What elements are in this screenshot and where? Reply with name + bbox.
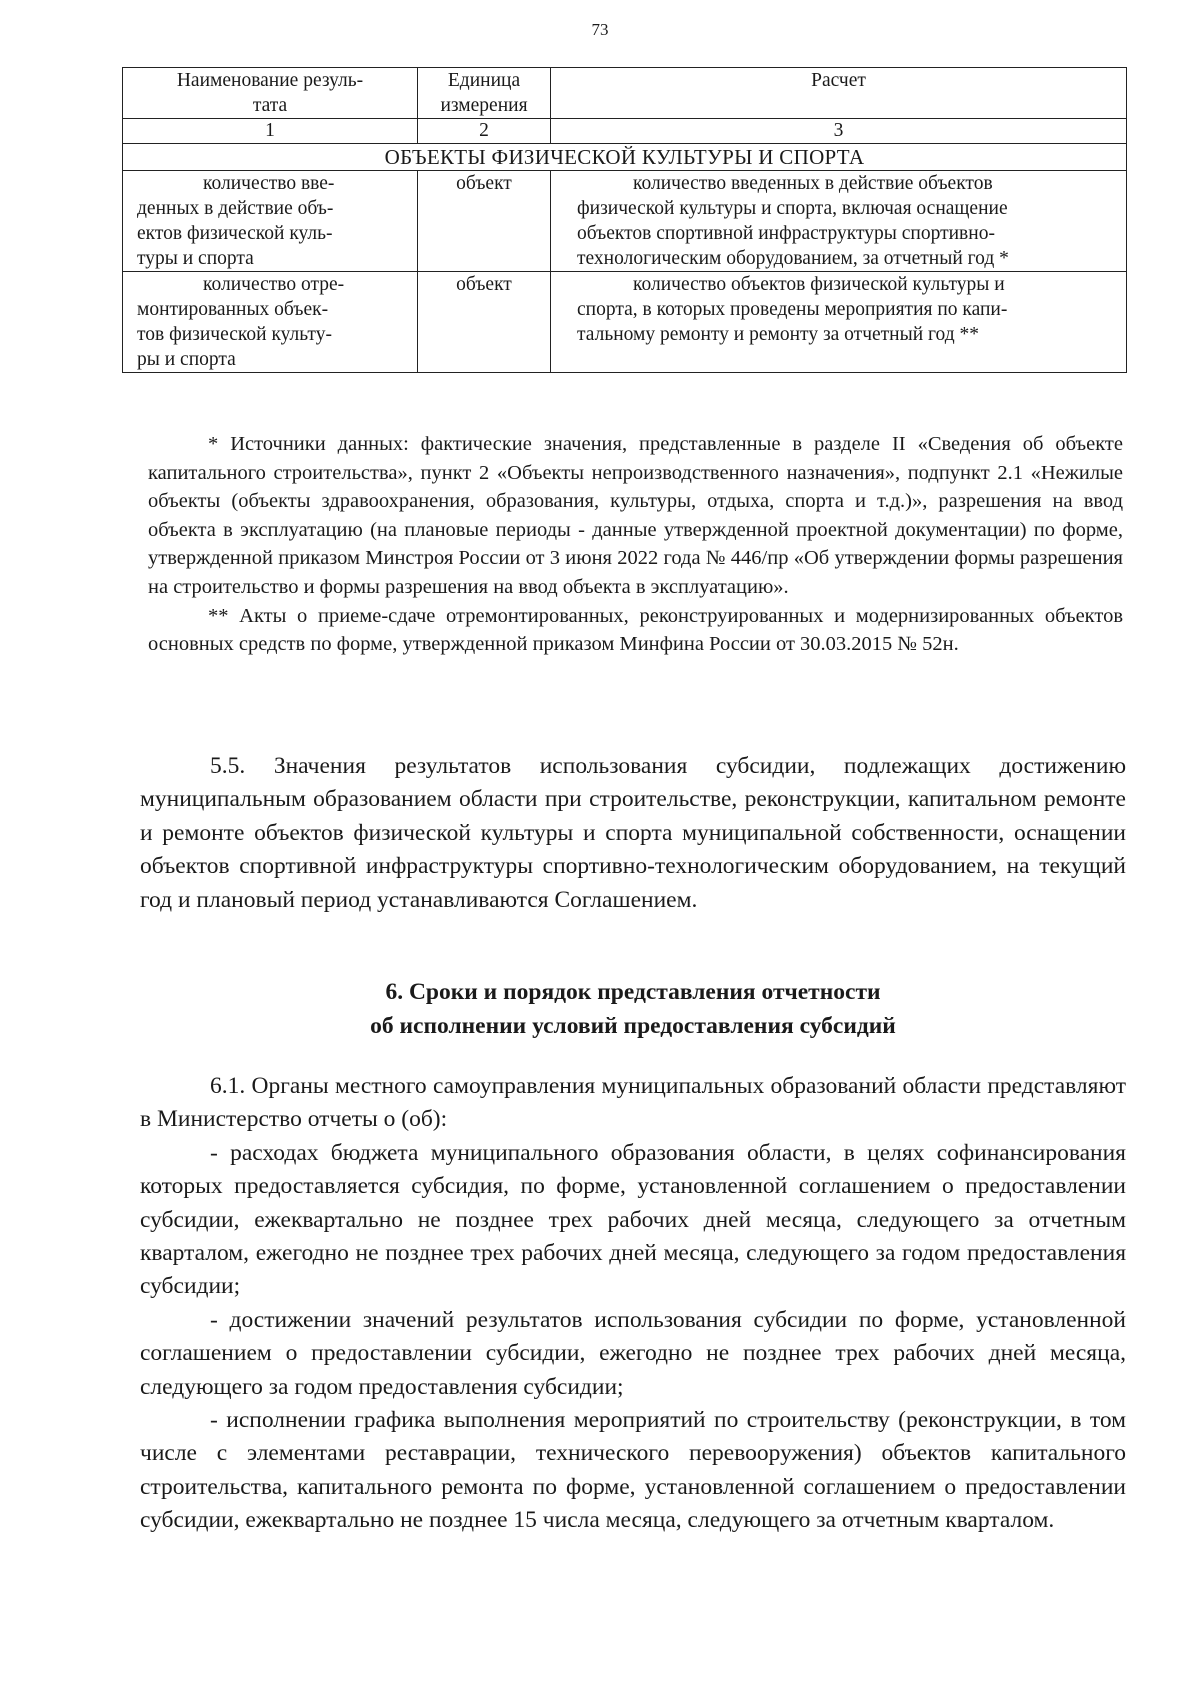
result-name-line: ектов физической куль- xyxy=(137,223,333,244)
result-name-line: количество вве- xyxy=(203,173,335,194)
table-row xyxy=(123,171,1127,272)
paragraph-text: 6.1. Органы местного самоуправления муниципальных образований области представляют в Министерство отчеты о (об): xyxy=(140,1073,1126,1133)
result-name-line: туры и спорта xyxy=(137,248,254,269)
result-name-line: тов физической культу- xyxy=(137,324,332,345)
list-item: - расходах бюджета муниципального образования области, в целях софинансирования которых предоставляется субсидия, по форме, установленной соглашением о предоставлении субсидии, ежеквартально не позднее трех рабочих дней месяца, следующего за отчетным кварталом, ежегодно не позднее трех рабочих дней месяца, следующего за годом предоставления субсидии; xyxy=(140,1139,1126,1300)
paragraph-6-1 xyxy=(140,1070,1126,1538)
footnote: * Источники данных: фактические значения, представленные в разделе II «Сведения об объекте капитального строительства», пункт 2 «Объекты непроизводственного назначения», подпункт 2.1 «Нежилые объекты (объекты здравоохранения, образования, культуры, отдыха, спорта и т.д.)», разрешения на ввод объекта в эксплуатацию (на плановые периоды - данные утвержденной проектной документации) по форме, утвержденной приказом Минстроя России от 3 июня 2022 года № 446/пр «Об утверждении формы разрешения на строительство и формы разрешения на ввод объекта в эксплуатацию». xyxy=(148,433,1123,598)
result-name-line: ры и спорта xyxy=(137,349,236,370)
calculation-line: количество объектов физической культуры и xyxy=(633,274,1005,295)
header-name-line: Наименование резуль- xyxy=(176,70,364,91)
result-name-line: монтированных объек- xyxy=(137,299,329,320)
results-table xyxy=(122,67,1127,373)
result-name-cell xyxy=(123,171,418,272)
header-name xyxy=(123,68,418,119)
header-calc xyxy=(551,68,1127,119)
section-6-title-line: 6. Сроки и порядок представления отчетности xyxy=(385,979,881,1005)
calculation-line: спорта, в которых проведены мероприятия по капи- xyxy=(577,299,1008,320)
paragraph-text: 5.5. Значения результатов использования субсидии, подлежащих достижению муниципальным образованием области при строительстве, реконструкции, капитальном ремонте и ремонте объектов физической культуры и спорта муниципальной собственности, оснащении объектов спортивной инфраструктуры спортивно-технологическим оборудованием, на текущий год и плановый период устанавливаются Соглашением. xyxy=(140,753,1126,913)
table-header-row xyxy=(123,68,1127,119)
unit-cell: объект xyxy=(418,171,551,272)
section-row xyxy=(123,144,1127,171)
column-number: 1 xyxy=(123,119,418,144)
header-name-line: тата xyxy=(252,95,288,116)
header-unit xyxy=(418,68,551,119)
calculation-cell xyxy=(551,171,1127,272)
column-number-row xyxy=(123,119,1127,144)
calculation-cell xyxy=(551,272,1127,373)
header-calc-line: Расчет xyxy=(811,70,866,91)
list-item: - достижении значений результатов использования субсидии по форме, установленной соглашением о предоставлении субсидии, ежегодно не позднее трех рабочих дней месяца, следующего за годом предоставления субсидии; xyxy=(140,1306,1126,1400)
calculation-line: объектов спортивной инфраструктуры спортивно- xyxy=(577,223,995,244)
calculation-line: количество введенных в действие объектов xyxy=(633,173,993,194)
unit-cell: объект xyxy=(418,272,551,373)
section-6-title-line: об исполнении условий предоставления субсидий xyxy=(370,1013,896,1039)
page-number: 73 xyxy=(591,20,609,39)
header-unit-line: измерения xyxy=(440,95,528,116)
result-name-line: количество отре- xyxy=(203,274,345,295)
result-name-cell xyxy=(123,272,418,373)
column-number: 2 xyxy=(418,119,551,144)
footnotes xyxy=(148,430,1123,659)
calculation-line: физической культуры и спорта, включая оснащение xyxy=(577,198,1008,219)
footnote: ** Акты о приеме-сдаче отремонтированных, реконструированных и модернизированных объектов основных средств по форме, утвержденной приказом Минфина России от 30.03.2015 № 52н. xyxy=(148,604,1123,656)
table-row xyxy=(123,272,1127,373)
calculation-line: тальному ремонту и ремонту за отчетный год ** xyxy=(577,324,980,345)
section-title: ОБЪЕКТЫ ФИЗИЧЕСКОЙ КУЛЬТУРЫ И СПОРТА xyxy=(123,144,1127,171)
result-name-line: денных в действие объ- xyxy=(137,198,334,219)
column-number: 3 xyxy=(551,119,1127,144)
section-6-heading xyxy=(140,975,1126,1043)
calculation-line: технологическим оборудованием, за отчетный год * xyxy=(577,248,1009,269)
paragraph-5-5 xyxy=(140,750,1126,917)
list-item: - исполнении графика выполнения мероприятий по строительству (реконструкции, в том числе с элементами реставрации, технического перевооружения) объектов капитального строительства, капитального ремонта по форме, установленной соглашением о предоставлении субсидии, ежеквартально не позднее 15 числа месяца, следующего за отчетным кварталом. xyxy=(140,1407,1126,1534)
header-unit-line: Единица xyxy=(447,70,521,91)
